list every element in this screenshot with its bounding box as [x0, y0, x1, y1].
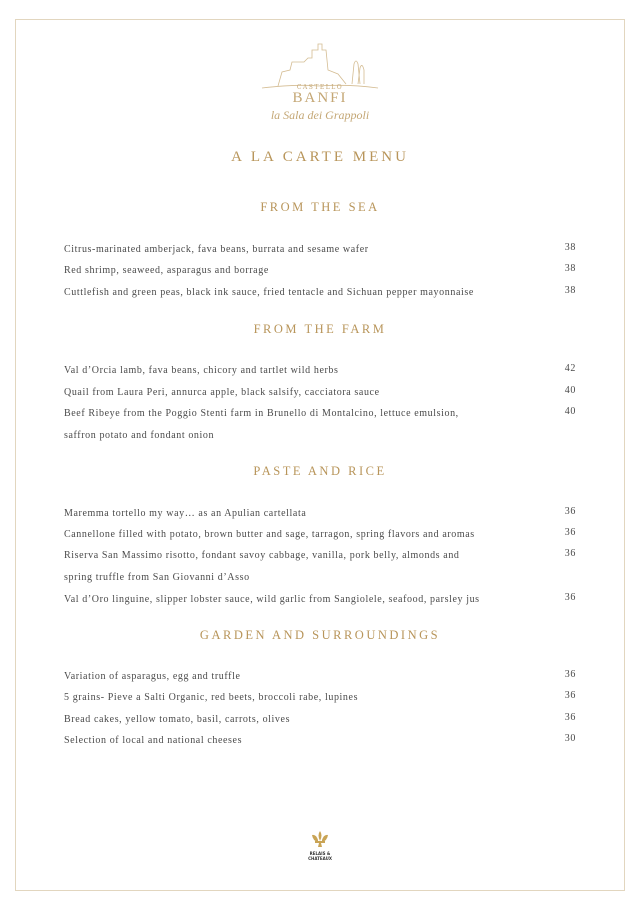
menu-item	[64, 287, 576, 301]
item-price: 40	[564, 385, 576, 396]
item-description: Red shrimp, seaweed, asparagus and borrage	[64, 265, 269, 276]
item-description: Selection of local and national cheeses	[64, 735, 243, 746]
item-description: Val d’Oro linguine, slipper lobster sauce, wild garlic from Sangiolele, seafood, parsley jus	[64, 594, 480, 605]
logo-banfi: BANFI	[292, 90, 348, 106]
menu-item	[64, 265, 576, 279]
section-heading: FROM THE SEA	[260, 200, 380, 214]
chateaux-text: CHATEAUX	[308, 855, 332, 861]
menu-item	[64, 408, 576, 422]
castle-icon	[258, 40, 382, 90]
menu-item	[64, 387, 576, 401]
item-description: saffron potato and fondant onion	[64, 430, 215, 441]
menu-item	[64, 244, 576, 258]
item-description: Citrus-marinated amberjack, fava beans, burrata and sesame wafer	[64, 244, 369, 255]
page-title: A LA CARTE MENU	[231, 149, 409, 165]
item-description: spring truffle from San Giovanni d’Asso	[64, 572, 250, 583]
item-description: Maremma tortello my way… as an Apulian cartellata	[64, 508, 307, 519]
item-price: 36	[564, 690, 576, 701]
item-price: 36	[564, 712, 576, 723]
menu-item	[64, 508, 576, 522]
logo-castello: CASTELLO	[296, 84, 344, 91]
item-price: 36	[564, 548, 576, 559]
menu-item	[64, 365, 576, 379]
menu-item	[64, 671, 576, 685]
item-price: 36	[564, 669, 576, 680]
menu-item	[64, 714, 576, 728]
item-price: 42	[564, 363, 576, 374]
menu-item-continued	[64, 572, 576, 586]
item-price: 36	[564, 592, 576, 603]
item-description: Beef Ribeye from the Poggio Stenti farm in Brunello di Montalcino, lettuce emulsion,	[64, 408, 459, 419]
item-description: Riserva San Massimo risotto, fondant savoy cabbage, vanilla, pork belly, almonds and	[64, 550, 460, 561]
logo-sala: la Sala dei Grappoli	[270, 108, 370, 122]
section-heading: GARDEN AND SURROUNDINGS	[199, 628, 441, 642]
item-price: 36	[564, 527, 576, 538]
castello-banfi-logo	[258, 40, 382, 130]
item-description: Val d’Orcia lamb, fava beans, chicory and tartlet wild herbs	[64, 365, 339, 376]
item-price: 38	[564, 242, 576, 253]
section-heading: FROM THE FARM	[253, 322, 387, 336]
item-description: Bread cakes, yellow tomato, basil, carrots, olives	[64, 714, 291, 725]
menu-item	[64, 735, 576, 749]
menu-item-continued	[64, 430, 576, 444]
item-description: 5 grains- Pieve a Salti Organic, red beets, broccoli rabe, lupines	[64, 692, 359, 703]
menu-item	[64, 529, 576, 543]
item-description: Cannellone filled with potato, brown butter and sage, tarragon, spring flavors and aromas	[64, 529, 475, 540]
relais-text: RELAIS &	[309, 851, 331, 856]
item-price: 38	[564, 263, 576, 274]
section-heading: PASTE AND RICE	[253, 464, 387, 478]
item-price: 38	[564, 285, 576, 296]
menu-item	[64, 550, 576, 564]
item-description: Quail from Laura Peri, annurca apple, black salsify, cacciatora sauce	[64, 387, 380, 398]
item-price: 30	[564, 733, 576, 744]
item-price: 36	[564, 506, 576, 517]
item-description: Variation of asparagus, egg and truffle	[64, 671, 241, 682]
fleur-de-lis-icon	[310, 830, 330, 848]
menu-item	[64, 692, 576, 706]
relais-chateaux-logo	[304, 830, 336, 866]
menu-item	[64, 594, 576, 608]
item-price: 40	[564, 406, 576, 417]
item-description: Cuttlefish and green peas, black ink sauce, fried tentacle and Sichuan pepper mayonnaise	[64, 287, 474, 298]
